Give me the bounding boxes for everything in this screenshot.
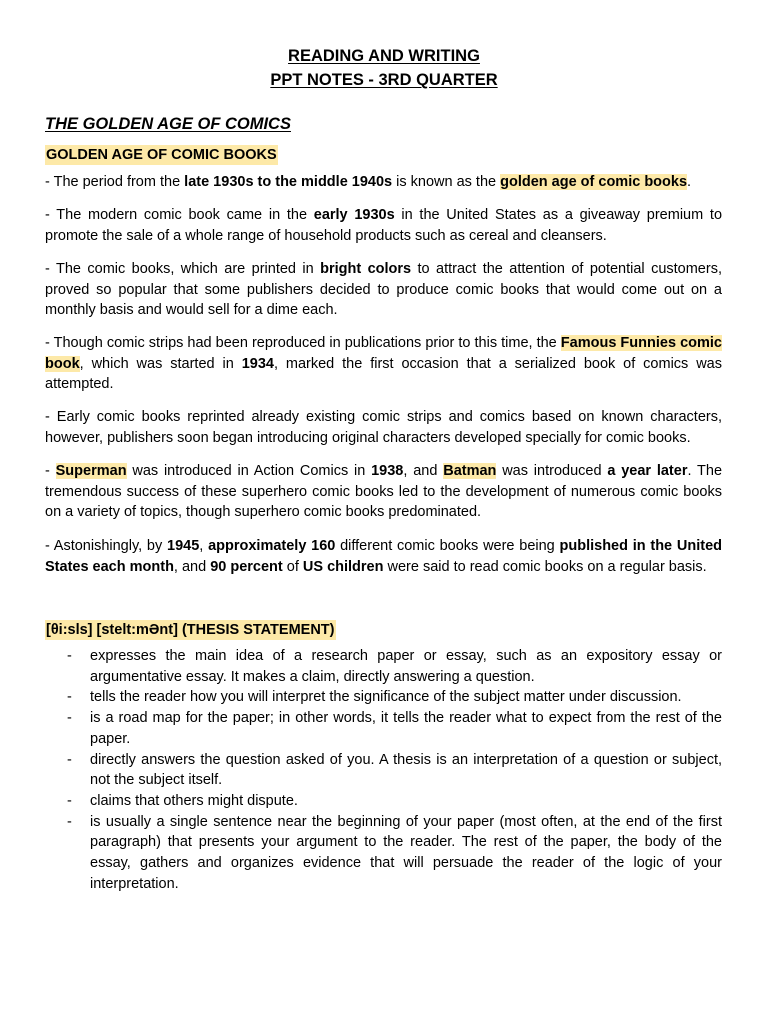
text-run: were said to read comic books on a regular basis. — [383, 558, 707, 575]
text-run: . The tremendous success of these superhero comic books led to the development of numerous comic books on a variety of topics, though superhero comic books predominated. — [45, 463, 723, 521]
bold-text: 90 percent — [210, 558, 283, 575]
list-item — [45, 708, 722, 749]
bullet-dash: - — [67, 751, 72, 768]
text-run: , which was started in — [79, 355, 242, 372]
bold-text: a year later — [607, 463, 688, 479]
text-run: was introduced — [496, 463, 608, 479]
highlighted-text: golden age of comic books — [500, 174, 688, 190]
list-item — [45, 812, 722, 895]
text-run: - The modern comic book came in the — [45, 207, 314, 223]
list-item — [45, 750, 722, 791]
bullet-dash: - — [67, 689, 72, 706]
document-title: READING AND WRITING — [288, 47, 480, 65]
text-run: - — [45, 463, 56, 479]
text-run: in the United States as a giveaway premium to promote the sale of a whole range of household products such as cereal and cleansers. — [45, 207, 723, 244]
paragraph — [45, 536, 722, 577]
bold-text: US children — [302, 558, 384, 575]
bullet-text: expresses the main idea of a research paper or essay, such as an expository essay or argumentative essay. It makes a claim, directly answering a question. — [90, 648, 722, 685]
thesis-bullet-list — [45, 646, 722, 894]
paragraph — [45, 172, 722, 193]
text-run: - Though comic strips had been reproduced in publications prior to this time, the — [45, 335, 561, 351]
text-run: . — [687, 174, 692, 190]
bold-text: early 1930s — [313, 207, 395, 223]
text-run: - Early comic books reprinted already existing comic strips and comics based on known characters, however, publishers soon began introducing original characters developed specially for comic books. — [45, 409, 722, 446]
section-title: THE GOLDEN AGE OF COMICS — [45, 115, 291, 133]
bold-text: late 1930s to the middle 1940s — [184, 174, 393, 190]
paragraph — [45, 259, 722, 321]
bold-text: bright colors — [320, 261, 412, 277]
bullet-text: tells the reader how you will interpret the significance of the subject matter under discussion. — [90, 689, 682, 706]
text-run: - The comic books, which are printed in — [45, 261, 321, 277]
text-run: , — [199, 538, 209, 554]
text-run: , and — [403, 463, 444, 479]
highlighted-text: Superman — [55, 463, 127, 479]
bullet-text: is usually a single sentence near the beginning of your paper (most often, at the end of the first paragraph) that presents your argument to the reader. The rest of the paper, the body of the essay, gathers and organizes evidence that will persuade the reader of the logic of your interpretation. — [90, 813, 722, 892]
text-run: was introduced in Action Comics in — [126, 463, 372, 479]
document-subtitle: PPT NOTES - 3RD QUARTER — [270, 71, 498, 89]
bullet-text: is a road map for the paper; in other words, it tells the reader what to expect from the rest of the paper. — [90, 710, 722, 747]
paragraph — [45, 205, 722, 246]
bullet-text: directly answers the question asked of you. A thesis is an interpretation of a question or subject, not the subject itself. — [90, 751, 722, 789]
paragraph — [45, 407, 722, 448]
text-run: , marked the first occasion that a serialized book of comics was attempted. — [45, 355, 722, 393]
paragraph — [45, 333, 722, 395]
text-run: of — [282, 558, 303, 575]
bold-text: 1945 — [167, 538, 200, 554]
bold-text: approximately 160 — [208, 538, 336, 554]
section-subheading: GOLDEN AGE OF COMIC BOOKS — [46, 147, 277, 163]
paragraph — [45, 461, 722, 523]
bold-text: 1938 — [371, 463, 404, 479]
bullet-text: claims that others might dispute. — [90, 792, 298, 809]
text-run: different comic books were being — [335, 538, 560, 554]
list-item — [45, 687, 722, 708]
text-run: is known as the — [392, 174, 501, 190]
bullet-dash: - — [67, 648, 72, 664]
thesis-heading: [θi:sls] [stelt:mƏnt] (THESIS STATEMENT) — [46, 622, 335, 638]
highlighted-text: Batman — [443, 463, 497, 479]
highlighted-text: Famous Funnies comic book — [45, 335, 722, 372]
bold-text: published in the United States each month — [45, 538, 722, 575]
text-run: , and — [173, 558, 211, 575]
list-item — [45, 791, 722, 812]
list-item — [45, 646, 722, 687]
bullet-dash: - — [67, 710, 72, 727]
text-run: - Astonishingly, by — [45, 538, 168, 554]
text-run: to attract the attention of potential customers, proved so popular that some publishers decided to produce comic books that would come out on a monthly basis and would sell for a dime each. — [45, 261, 722, 319]
bullet-dash: - — [67, 813, 72, 830]
bold-text: 1934 — [241, 355, 274, 372]
bullet-dash: - — [67, 792, 72, 809]
text-run: - The period from the — [45, 174, 185, 190]
